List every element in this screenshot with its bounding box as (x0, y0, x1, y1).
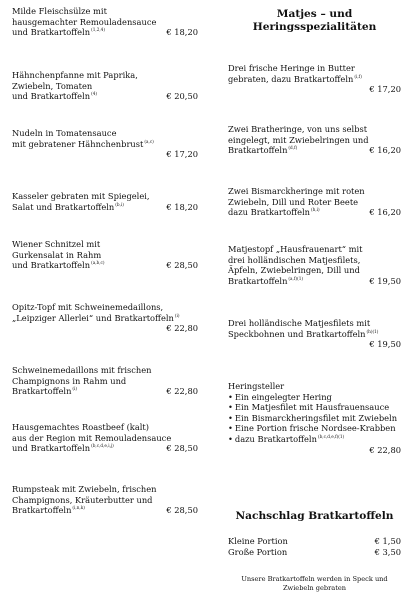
menu-item-text: Bratkartoffeln (228, 145, 288, 156)
item-price: € 16,20 (369, 207, 401, 218)
menu-item-line (228, 265, 401, 276)
menu-item-text: eingelegt, mit Zwiebelringen und (228, 134, 369, 145)
allergen-marker: (a,f)(1) (288, 276, 303, 282)
menu-item-text: und Bratkartoffeln (12, 260, 91, 271)
section-title-matjes (228, 8, 401, 34)
list-item: • Ein Bismarckheringsfilet mit Zwiebeln (228, 413, 401, 424)
menu-item-line (228, 186, 401, 197)
item-price: € 17,20 (166, 149, 198, 160)
menu-item-line (12, 302, 198, 313)
menu-item-line (12, 81, 198, 92)
list-item (228, 547, 401, 558)
menu-item (12, 128, 198, 160)
list-item (228, 434, 401, 445)
nachschlag-rows (228, 536, 401, 557)
allergen-marker: (d,f) (288, 145, 298, 151)
item-price: € 18,20 (166, 27, 198, 38)
allergen-marker: (i) (72, 386, 78, 392)
menu-item-text: Zwiebeln, Dill und Roter Beete (228, 196, 359, 207)
allergen-marker: (a,b,c) (91, 260, 105, 266)
menu-item-text: Rumpsteak mit Zwiebeln, frischen (12, 484, 157, 494)
menu-item-text: gebraten, dazu Bratkartoffeln (228, 73, 354, 84)
list-item: • Ein Matjesfilet mit Hausfrauensauce (228, 402, 401, 413)
menu-item-text: Bratkartoffeln (12, 505, 72, 516)
allergen-marker: (1,2,4) (91, 27, 105, 33)
herings-teller-list (228, 392, 401, 445)
menu-item-line (12, 376, 198, 387)
portion-price: € 3,50 (374, 546, 401, 557)
menu-item (12, 6, 198, 38)
menu-item-line (12, 128, 198, 139)
allergen-marker: (b,c,d,e,f)(1) (317, 434, 345, 440)
menu-item-line (228, 135, 401, 146)
menu-item-text: Champignons, Kräuterbutter und (12, 494, 153, 505)
allergen-marker: (a,c) (144, 138, 154, 144)
list-item: • Ein eingelegter Hering (228, 392, 401, 403)
item-price: € 17,20 (369, 84, 401, 95)
item-price: € 20,50 (166, 91, 198, 102)
item-price: € 22,80 (166, 323, 198, 334)
allergen-marker: (h,i) (311, 207, 320, 213)
menu-item-line (12, 484, 198, 495)
menu-item-text: Äpfeln, Zwiebelringen, Dill und (228, 265, 360, 276)
menu-item-line (12, 6, 198, 17)
item-price: € 19,50 (369, 275, 401, 286)
menu-item-line (228, 124, 401, 135)
menu-item (12, 484, 198, 516)
menu-item-text: Milde Fleischsülze mit (12, 6, 107, 16)
menu-item-text: Bratkartoffeln (12, 386, 72, 397)
menu-item (228, 186, 401, 218)
menu-item-text: Opitz-Topf mit Schweinemedaillons, (12, 302, 164, 312)
menu-item-line (228, 244, 401, 255)
menu-item-text: Zwiebeln, Tomaten (12, 80, 93, 91)
allergen-marker: (b,c,d,e,i,j) (91, 443, 114, 449)
menu-item-text: Bratkartoffeln (228, 275, 288, 286)
item-price: € 22,80 (166, 386, 198, 397)
menu-item-text: Drei frische Heringe in Butter (228, 63, 355, 73)
section-title-nachschlag: Nachschlag Bratkartoffeln (235, 510, 394, 522)
menu-item-text: Salat und Bratkartoffeln (12, 201, 115, 212)
menu-item-text: Drei holländische Matjesfilets mit (228, 318, 371, 328)
allergen-marker: (i) (174, 312, 180, 318)
item-price: € 28,50 (166, 443, 198, 454)
menu-item-text: Schweinemedaillons mit frischen (12, 365, 152, 375)
menu-item-text: und Bratkartoffeln (12, 443, 91, 454)
menu-item-text: aus der Region mit Remouladensauce (12, 432, 172, 443)
menu-item-text: Matjestopf „Hausfrauenart“ mit (228, 244, 363, 254)
menu-item (228, 318, 401, 350)
allergen-marker: (b,i) (115, 201, 124, 207)
footnote-line: Zwiebeln gebraten (282, 584, 347, 592)
allergen-marker: (4) (91, 91, 97, 97)
menu-item-text: „Leipziger Allerlei“ und Bratkartoffeln (12, 312, 174, 323)
menu-item-text: Gurkensalat in Rahm (12, 249, 102, 260)
menu-item-text: mit gebratener Hähnchenbrust (12, 138, 144, 149)
menu-item-text: Zwei Bratheringe, von uns selbst (228, 124, 368, 134)
menu-item (228, 63, 401, 95)
menu-item-line (228, 197, 401, 208)
allergen-marker: (h)(1) (366, 328, 379, 334)
section-title-line: Heringsspezialitäten (252, 21, 377, 33)
menu-item (12, 365, 198, 397)
menu-item-line (12, 313, 198, 324)
item-price: € 28,50 (166, 505, 198, 516)
list-item: • Eine Portion frische Nordsee-Krabben (228, 423, 401, 434)
item-price: € 28,50 (166, 260, 198, 271)
portion-price: € 1,50 (374, 536, 401, 546)
menu-item-line (228, 329, 401, 340)
menu-item-text: Kasseler gebraten mit Spiegelei, (12, 191, 150, 201)
menu-item-line (12, 365, 198, 376)
menu-item (228, 124, 401, 156)
list-item (228, 536, 401, 547)
menu-item (12, 70, 198, 102)
menu-item-text: Champignons in Rahm und (12, 375, 127, 386)
menu-item-text: Wiener Schnitzel mit (12, 239, 101, 249)
menu-item-line (228, 74, 401, 85)
menu-item-line (12, 239, 198, 250)
menu-item-line (228, 318, 401, 329)
menu-item-line (12, 70, 198, 81)
menu-item-line (228, 63, 401, 74)
menu-item-text: Zwei Bismarckheringe mit roten (228, 186, 365, 196)
footnote-line: Unsere Bratkartoffeln werden in Speck und (241, 575, 388, 583)
menu-item-text: dazu Bratkartoffeln (228, 207, 311, 218)
item-price: € 18,20 (166, 201, 198, 212)
footnote (228, 575, 401, 593)
menu-item-line (12, 139, 198, 150)
menu-item-line (12, 495, 198, 506)
menu-item (228, 244, 401, 286)
menu-item (12, 302, 198, 334)
menu-item-line (12, 250, 198, 261)
menu-item (12, 422, 198, 454)
item-price: € 19,50 (369, 339, 401, 350)
menu-item-line (12, 422, 198, 433)
allergen-marker: (i,n,k) (72, 505, 85, 511)
menu-item-line (12, 17, 198, 28)
menu-item-text: Hausgemachtes Roastbeef (kalt) (12, 422, 150, 432)
portion-label: Kleine Portion (228, 536, 288, 546)
menu-item-line (12, 191, 198, 202)
herings-teller (228, 381, 401, 455)
portion-label: Große Portion (228, 546, 288, 557)
menu-item (12, 239, 198, 271)
allergen-marker: (i,f) (354, 73, 362, 79)
section-title-line: Matjes – und (276, 8, 353, 20)
list-item-text: dazu Bratkartoffeln (234, 433, 317, 444)
menu-item-text: und Bratkartoffeln (12, 27, 91, 38)
menu-item-line (228, 255, 401, 266)
menu-item-text: Nudeln in Tomatensauce (12, 128, 117, 138)
herings-teller-title: Heringsteller (228, 381, 285, 391)
menu-item-text: drei holländischen Matjesfilets, (228, 254, 361, 265)
menu-item-text: Speckbohnen und Bratkartoffeln (228, 328, 366, 339)
menu-item-text: hausgemachter Remouladensauce (12, 16, 157, 27)
item-price: € 22,80 (369, 444, 401, 455)
menu-item-line (12, 433, 198, 444)
menu-item-text: Hähnchenpfanne mit Paprika, (12, 70, 138, 80)
item-price: € 16,20 (369, 145, 401, 156)
menu-item-text: und Bratkartoffeln (12, 91, 91, 102)
menu-item (12, 191, 198, 212)
